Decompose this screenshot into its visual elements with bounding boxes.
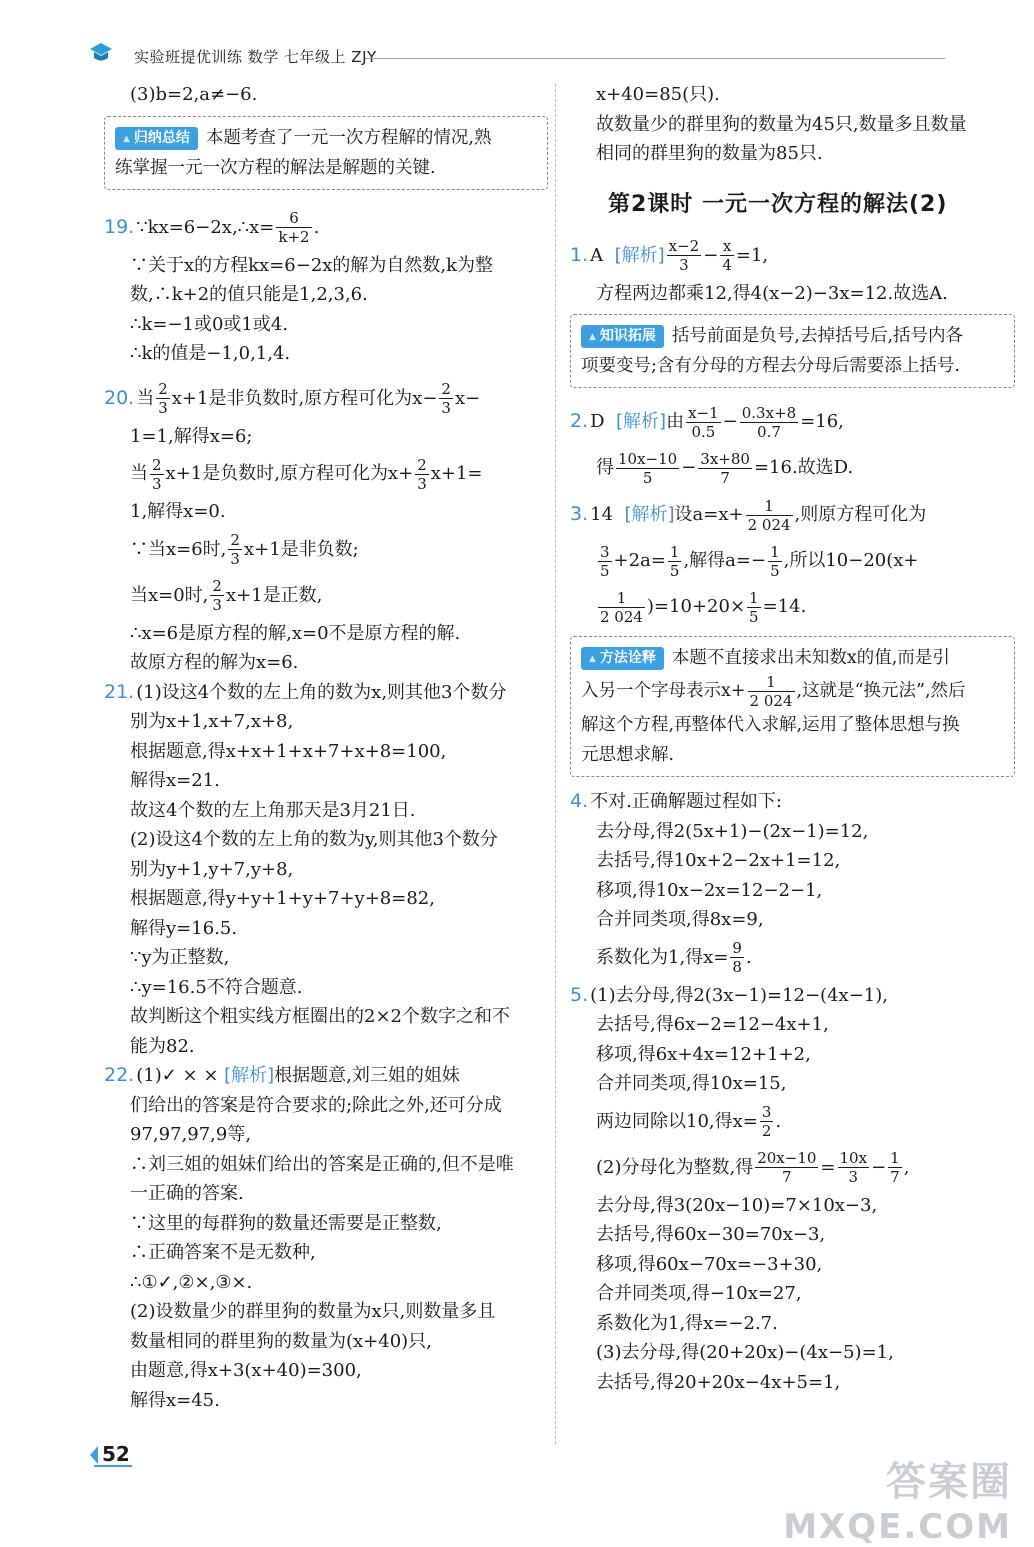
analysis-tag: [解析]	[616, 411, 667, 432]
question-20: 20. 当 $\frac{2}{3}$ x+1是非负数时,原方程可化为x− $\frac{2}{3}$ x− 1=1,解得x=6; 当 $\frac{2}{3}$ x+1是负数时,原方程可化为x+ $\frac{2}{3}$ x+1= 1,解得x=0. ∵当x=6时, $\frac{2}{3}$ x+1是非负数; 当x=0时, $\frac{2}{3}$ x+1是正数, ∴x=6是原方程的解,x=0不是原方程的解. 故原方程的解为x=6.	[104, 380, 483, 673]
header-rule	[365, 58, 945, 59]
question-4: 4. 不对.正确解题过程如下: 去分母,得2(5x+1)−(2x−1)=12, 去括号,得10x+2−2x+1=12, 移项,得10x−2x=12−2−1, 合并同类项,得8x=9, 系数化为1,得x= $\frac{9}{8}$ .	[570, 790, 869, 976]
question-22: 22. (1)✓ × × [解析]根据题意,刘三姐的姐妹 们给出的答案是符合要求的;除此之外,还可分成 97,97,97,9等, ∴刘三姐的姐妹们给出的答案是正确的,但不是唯 一正确的答案. ∵这里的每群狗的数量还需要是正整数, ∴正确答案不是无数种, ∴①✓,②×,③×. (2)设数量少的群里狗的数量为x只,则数量多且 数量相同的群里狗的数量为(x+40)只, 由题意,得x+3(x+40)=300, 解得x=45.	[104, 1064, 514, 1411]
question-19: 19. ∵kx=6−2x,∴x= $\frac{6}{k+2}$ . ∵关于x的方程kx=6−2x的解为自然数,k为整 数,∴k+2的值只能是1,2,3,6. ∴k=−1或0或1或4. ∴k的值是−1,0,1,4.	[104, 209, 494, 364]
question-5: 5. (1)去分母,得2(3x−1)=12−(4x−1), 去括号,得6x−2=12−4x+1, 移项,得6x+4x=12+1+2, 合并同类项,得10x=15, 两边同除以10,得x= $\frac{3}{2}$ . (2)分母化为整数,得 $\frac{20x-10}{7}$ = $\frac{10x}{3}$ − $\frac{1}{7}$ , 去分母,得3(20x−10)=7×10x−3, 去括号,得60x−30=70x−3, 移项,得60x−70x=−3+30, 合并同类项,得−10x=27, 系数化为1,得x=−2.7. (3)去分母,得(20+20x)−(4x−5)=1, 去括号,得20+20x−4x+5=1,	[570, 983, 910, 1393]
method-badge: ▲ 方法诠释	[581, 647, 664, 670]
watermark: 答案圈 MXQE.COM	[783, 1459, 1012, 1547]
summary-box: ▲ 归纳总结 本题考查了一元一次方程解的情况,熟 练掌握一元一次方程的解法是解题的关键.	[104, 116, 548, 190]
section-title: 第2课时 一元一次方程的解法(2)	[608, 191, 948, 217]
knowledge-box: ▲ 知识拓展 括号前面是负号,去掉括号后,括号内各 项要变号;含有分母的方程去分母后需要添上括号.	[570, 314, 1015, 388]
analysis-tag: [解析]	[624, 504, 675, 525]
question-3: 3. 14 [解析]设a=x+ $\frac{1}{2 024}$ ,则原方程可化为 $\frac{3}{5}$ +2a= $\frac{1}{5}$ ,解得a=− $\frac{1}{5}$ ,所以10−20(x+ $\frac{1}{2 024}$ )=10+20× $\frac{1}{5}$ =14.	[570, 496, 927, 626]
knowledge-badge: ▲ 知识拓展	[581, 325, 664, 348]
question-1: 1. A [解析] $\frac{x-2}{3}$ − $\frac{x}{4}$ =1, 方程两边都乘12,得4(x−2)−3x=12.故选A.	[570, 237, 948, 304]
analysis-tag: [解析]	[614, 244, 665, 266]
question-21: 21. (1)设这4个数的左上角的数为x,则其他3个数分 别为x+1,x+7,x+8, 根据题意,得x+x+1+x+7+x+8=100, 解得x=21. 故这4个数的左上角那天是3月21日. (2)设这4个数的左上角的数为y,则其他3个数分 别为y+1,y+7,y+8, 根据题意,得y+y+1+y+7+y+8=82, 解得y=16.5. ∵y为正整数, ∴y=16.5不符合题意. 故判断这个粗实线方框圈出的2×2个数字之和不 能为82.	[104, 680, 510, 1057]
page-number: 52	[88, 1442, 132, 1468]
analysis-tag: [解析]	[224, 1065, 275, 1086]
summary-badge: ▲ 归纳总结	[115, 127, 198, 150]
method-box: ▲ 方法诠释 本题不直接求出未知数x的值,而是引 入另一个字母表示x+ $\frac{1}{2 024}$ ,这就是“换元法”,然后 解这个方程,再整体代入求解,运用了整体思想与换 元思想求解.	[570, 636, 1015, 777]
header-title: 实验班提优训练 数学 七年级上 ZJY	[134, 48, 377, 66]
column-divider	[555, 84, 556, 1444]
answer-line: (3)b=2,a≠−6.	[130, 84, 258, 105]
question-2: 2. D [解析]由 $\frac{x-1}{0.5}$ − $\frac{0.3x+8}{0.7}$ =16, 得 $\frac{10x-10}{5}$ − $\frac{3x+80}{7}$ =16.故选D.	[570, 403, 854, 487]
left-column	[104, 80, 548, 1415]
right-column: x+40=85(只). 故数量少的群里狗的数量为45只,数量多且数量 相同的群里狗的数量为85只. 第2课时 一元一次方程的解法(2) 1. A [解析] $\frac{x-2}{3}$ − $\frac{x}{4}$ =1, 方程两边都乘12,得4(x−2)−3x=12.故选A. ▲ 知识拓展 括号前面是负号,去掉括号后,括号内各 项要变号;含有分母的方程去分母后需要添上括号. 2. D [解析]由 $\frac{x-1}{0.5}$ − $\frac{0.3x+8}{0.7}$ =16, 得 $\frac{10x-10}{5}$ − $\frac{3x+80}{7}$ =16.故选D. 3. 14 [解析]设a=x+ $\frac{1}{2 024}$ ,则原方程可化为 $\frac{3}{5}$ +2a= $\frac{1}{5}$ ,解得a=− $\frac{1}{5}$ ,所以10−20(x+ $\frac{1}{2 024}$ )=10+20× $\frac{1}{5}$ =14. ▲ 方法诠释 本题不直接求出未知数x的值,而是引 入另一个字母表示x+ $\frac{1}{2 024}$ ,这就是“换元法”,然后 解这个方程,再整体代入求解,运用了整体思想与换 元思想求解. 4. 不对.正确解题过程如下: 去分母,得2(5x+1)−(2x−1)=12, 去括号,得10x+2−2x+1=12, 移项,得10x−2x=12−2−1, 合并同类项,得8x=9, 系数化为1,得x= $\frac{9}{8}$ . 5. (1)去分母,得2(3x−1)=12−(4x−1), 去括号,得6x−2=12−4x+1, 移项,得6x+4x=12+1+2, 合并同类项,得10x=15, 两边同除以10,得x= $\frac{3}{2}$ . (2)分母化为整数,得 $\frac{20x-10}{7}$ = $\frac{10x}{3}$ − $\frac{1}{7}$ , 去分母,得3(20x−10)=7×10x−3, 去括号,得60x−30=70x−3, 移项,得60x−70x=−3+30, 合并同类项,得−10x=27, 系数化为1,得x=−2.7. (3)去分母,得(20+20x)−(4x−5)=1, 去括号,得20+20x−4x+5=1,	[570, 80, 1015, 1397]
book-logo-icon	[88, 40, 114, 66]
fraction: $\frac{6}{k+2}$	[278, 209, 310, 246]
